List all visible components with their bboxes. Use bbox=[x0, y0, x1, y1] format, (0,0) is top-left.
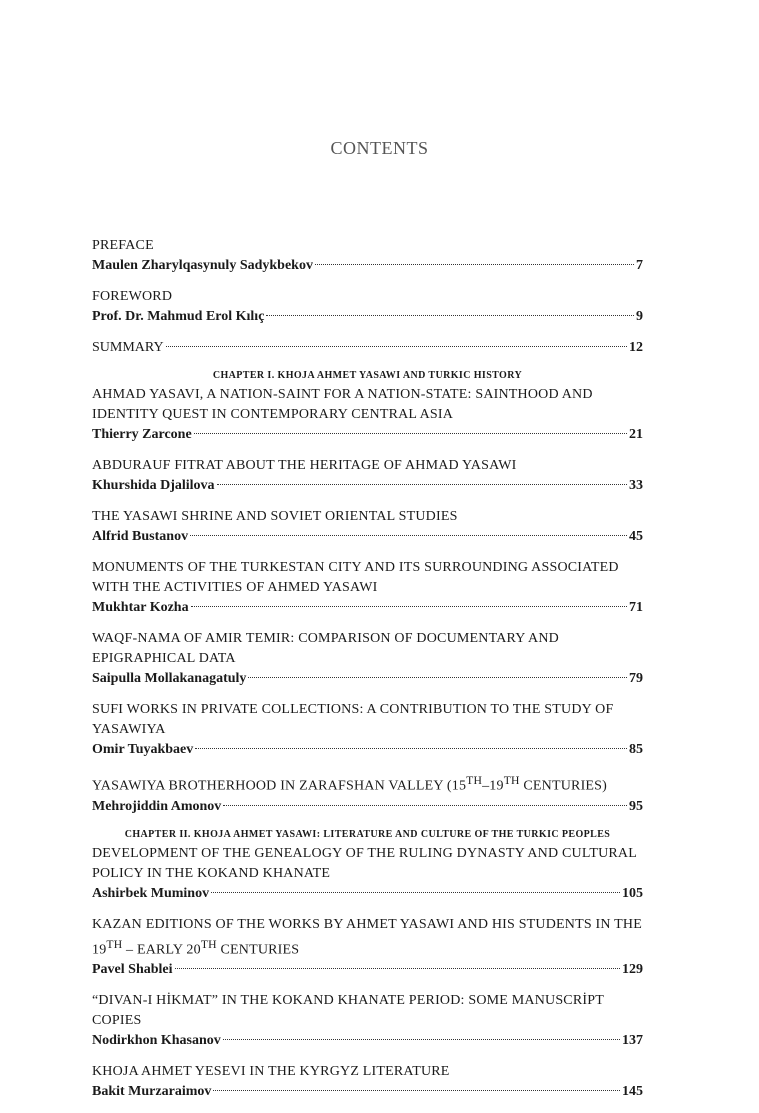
entry-author: Prof. Dr. Mahmud Erol Kılıç bbox=[92, 309, 265, 324]
entry-author-line bbox=[92, 884, 643, 904]
toc-entry-foreword[interactable] bbox=[92, 287, 643, 327]
entry-author-line bbox=[92, 960, 643, 980]
toc-entry[interactable] bbox=[92, 507, 643, 547]
superscript: TH bbox=[200, 937, 217, 951]
entry-author: Alfrid Bustanov bbox=[92, 529, 189, 544]
entry-author: Ashirbek Muminov bbox=[92, 885, 210, 901]
entry-title-part: YASAWIYA BROTHERHOOD IN ZARAFSHAN VALLEY (15 bbox=[92, 778, 467, 794]
dot-leader bbox=[266, 315, 634, 316]
entry-title: MONUMENTS OF THE TURKESTAN CITY AND ITS SURROUNDING ASSOCIATED WITH THE ACTIVITIES OF AHMED YASAWI bbox=[92, 560, 619, 595]
entry-author: Mehrojiddin Amonov bbox=[92, 798, 222, 814]
entry-title: DEVELOPMENT OF THE GENEALOGY OF THE RULING DYNASTY AND CULTURAL POLICY IN THE KOKAND KHANATE bbox=[92, 845, 637, 881]
toc-entry[interactable] bbox=[92, 385, 643, 445]
dot-leader bbox=[217, 484, 627, 485]
dot-leader bbox=[194, 433, 627, 434]
toc-entry[interactable] bbox=[92, 629, 643, 689]
entry-author: Nodirkhon Khasanov bbox=[92, 1033, 221, 1049]
summary-label: SUMMARY bbox=[92, 340, 164, 355]
entry-author: Saipulla Mollakanagatuly bbox=[92, 671, 247, 686]
table-of-contents bbox=[92, 236, 643, 1113]
entry-author-line bbox=[92, 797, 643, 817]
entry-page: 95 bbox=[629, 798, 643, 814]
dot-leader bbox=[213, 1090, 620, 1091]
contents-heading: CONTENTS bbox=[330, 138, 429, 158]
entry-title bbox=[92, 771, 643, 797]
dot-leader bbox=[248, 677, 627, 678]
dot-leader bbox=[191, 606, 627, 607]
entry-title: PREFACE bbox=[92, 238, 154, 253]
entry-page: 137 bbox=[622, 1033, 643, 1049]
dot-leader bbox=[223, 1039, 620, 1040]
dot-leader bbox=[315, 264, 634, 265]
toc-entry[interactable] bbox=[92, 991, 643, 1051]
superscript: TH bbox=[106, 937, 123, 951]
entry-page: 45 bbox=[629, 529, 643, 544]
toc-entry[interactable] bbox=[92, 1062, 643, 1102]
dot-leader bbox=[211, 892, 620, 893]
entry-page: 9 bbox=[636, 309, 643, 324]
entry-page: 105 bbox=[622, 885, 643, 901]
toc-entry[interactable] bbox=[92, 700, 643, 760]
chapter-heading: CHAPTER II. KHOJA AHMET YASAWI: LITERATURE AND CULTURE OF THE TURKIC PEOPLES bbox=[124, 828, 611, 840]
entry-author-line bbox=[92, 1031, 643, 1051]
entry-author-line bbox=[92, 256, 643, 276]
entry-title: THE YASAWI SHRINE AND SOVIET ORIENTAL STUDIES bbox=[92, 509, 458, 524]
toc-entry-summary[interactable] bbox=[92, 338, 643, 358]
toc-entry[interactable] bbox=[92, 558, 643, 618]
entry-title: WAQF-NAMA OF AMIR TEMIR: COMPARISON OF DOCUMENTARY AND EPIGRAPHICAL DATA bbox=[92, 631, 559, 666]
dot-leader bbox=[195, 748, 627, 749]
entry-author-line bbox=[92, 307, 643, 327]
entry-author-line bbox=[92, 476, 643, 496]
entry-title-part: KAZAN EDITIONS OF THE WORKS BY AHMET YASAWI AND HIS STUDENTS IN THE 19 bbox=[92, 916, 642, 958]
entry-page: 12 bbox=[629, 340, 643, 355]
entry-author: Mukhtar Kozha bbox=[92, 600, 189, 615]
entry-author-line bbox=[92, 669, 643, 689]
dot-leader bbox=[223, 805, 627, 806]
superscript: TH bbox=[503, 774, 520, 787]
chapter-heading: CHAPTER I. KHOJA AHMET YASAWI AND TURKIC HISTORY bbox=[212, 370, 523, 381]
entry-author-line bbox=[92, 598, 643, 618]
toc-entry[interactable] bbox=[92, 915, 643, 981]
entry-author: Khurshida Djalilova bbox=[92, 478, 215, 493]
toc-entry[interactable] bbox=[92, 844, 643, 904]
entry-title: “DIVAN-I HİKMAT” IN THE KOKAND KHANATE PERIOD: SOME MANUSCRİPT COPIES bbox=[92, 993, 604, 1029]
entry-title-part: –19 bbox=[482, 778, 504, 794]
entry-title: ABDURAUF FITRAT ABOUT THE HERITAGE OF AHMAD YASAWI bbox=[92, 458, 517, 473]
entry-page: 21 bbox=[629, 427, 643, 442]
entry-title-part: – EARLY 20 bbox=[122, 942, 201, 958]
entry-page: 79 bbox=[629, 671, 643, 686]
superscript: TH bbox=[466, 774, 483, 787]
dot-leader bbox=[166, 346, 627, 347]
entry-page: 145 bbox=[622, 1084, 643, 1100]
entry-author-line bbox=[92, 1082, 643, 1102]
toc-entry[interactable] bbox=[92, 771, 643, 817]
entry-author-line bbox=[92, 740, 643, 760]
entry-title-part: CENTURIES bbox=[216, 942, 300, 958]
entry-summary-line bbox=[92, 338, 643, 358]
entry-author: Bakit Murzaraimov bbox=[92, 1084, 212, 1100]
entry-title bbox=[92, 915, 643, 961]
toc-entry-preface[interactable] bbox=[92, 236, 643, 276]
entry-author: Thierry Zarcone bbox=[92, 427, 192, 442]
entry-page: 7 bbox=[636, 258, 643, 273]
entry-author-line bbox=[92, 425, 643, 445]
toc-entry[interactable] bbox=[92, 456, 643, 496]
entry-page: 85 bbox=[629, 742, 643, 757]
entry-title: AHMAD YASAVI, A NATION-SAINT FOR A NATION-STATE: SAINTHOOD AND IDENTITY QUEST IN CONTEMPORARY CENTRAL ASIA bbox=[92, 387, 593, 422]
entry-page: 129 bbox=[622, 962, 643, 978]
entry-author: Maulen Zharylqasynuly Sadykbekov bbox=[92, 258, 313, 273]
entry-author: Omir Tuyakbaev bbox=[92, 742, 194, 757]
entry-author: Pavel Shablei bbox=[92, 962, 173, 978]
entry-page: 71 bbox=[629, 600, 643, 615]
dot-leader bbox=[175, 968, 620, 969]
entry-title: SUFI WORKS IN PRIVATE COLLECTIONS: A CONTRIBUTION TO THE STUDY OF YASAWIYA bbox=[92, 702, 614, 737]
entry-author-line bbox=[92, 527, 643, 547]
entry-title-part: CENTURIES) bbox=[519, 778, 608, 794]
entry-title: FOREWORD bbox=[92, 289, 173, 304]
dot-leader bbox=[190, 535, 627, 536]
entry-title: KHOJA AHMET YESEVI IN THE KYRGYZ LITERATURE bbox=[92, 1064, 450, 1080]
entry-page: 33 bbox=[629, 478, 643, 493]
